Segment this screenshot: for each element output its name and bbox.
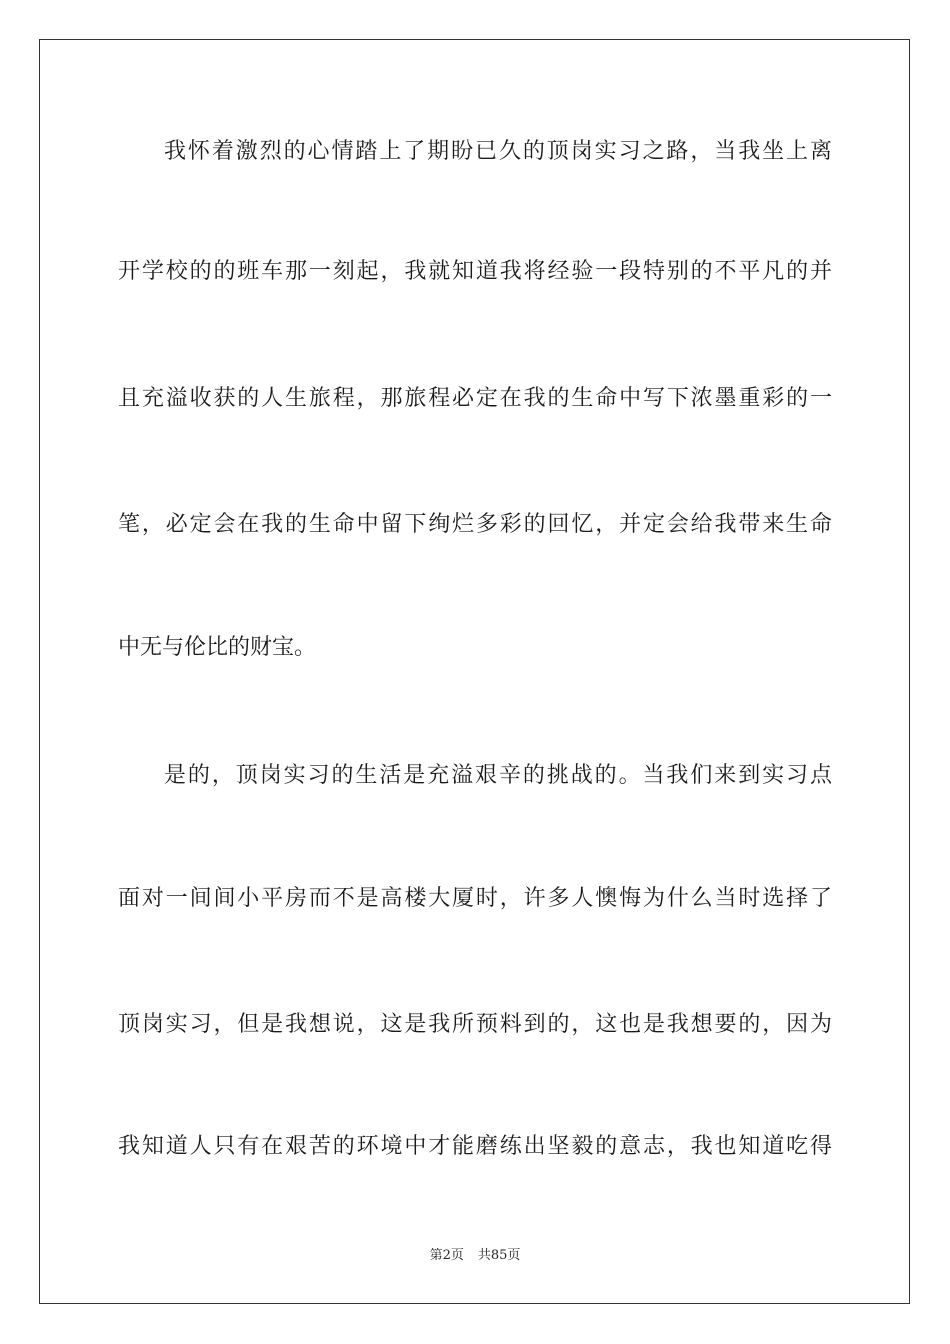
paragraph-1-line-3: 且充溢收获的人生旅程，那旅程必定在我的生命中写下浓墨重彩的一: [118, 386, 832, 411]
paragraph-2-line-3: 顶岗实习，但是我想说，这是我所预料到的，这也是我想要的，因为: [118, 1012, 832, 1037]
paragraph-1-line-5: 中无与伦比的财宝。: [118, 635, 317, 660]
paragraph-1-line-2: 开学校的的班车那一刻起，我就知道我将经验一段特别的不平凡的并: [118, 259, 832, 284]
paragraph-1-line-4: 笔，必定会在我的生命中留下绚烂多彩的回忆，并定会给我带来生命: [118, 512, 832, 537]
page-footer: [0, 1247, 950, 1265]
paragraph-1-line-1: 我怀着激烈的心情踏上了期盼已久的顶岗实习之路，当我坐上离: [164, 139, 832, 164]
paragraph-2-line-2: 面对一间间小平房而不是高楼大厦时，许多人懊悔为什么当时选择了: [118, 886, 832, 911]
page-number: 第2页: [429, 1248, 464, 1263]
paragraph-2-line-4: 我知道人只有在艰苦的环境中才能磨练出坚毅的意志，我也知道吃得: [118, 1134, 832, 1159]
paragraph-2-line-1: 是的，顶岗实习的生活是充溢艰辛的挑战的。当我们来到实习点: [164, 763, 832, 788]
page-border: [39, 39, 910, 1304]
total-pages: 共85页: [477, 1248, 521, 1263]
